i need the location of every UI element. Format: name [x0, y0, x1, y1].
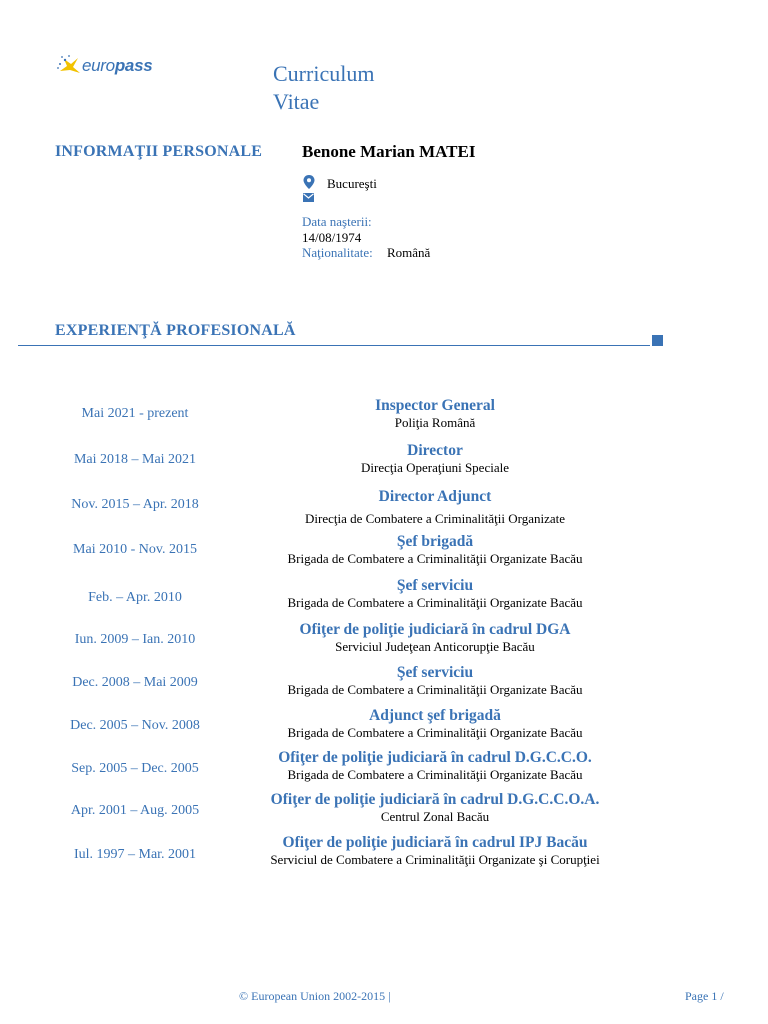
europass-wordmark: europass [82, 56, 153, 75]
job-title: Ofiţer de poliţie judiciară în cadrul D.G.C.C.O. [278, 749, 592, 766]
cv-title-line1: Curriculum [273, 61, 375, 86]
experience-date: Iun. 2009 – Ian. 2010 [74, 632, 196, 647]
job-title: Şef serviciu [396, 577, 474, 594]
experience-heading: EXPERIENŢĂ PROFESIONALĂ [55, 322, 296, 339]
experience-date: Dec. 2008 – Mai 2009 [72, 675, 198, 690]
experience-entry [230, 834, 640, 868]
experience-entry [230, 791, 640, 825]
job-title: Director [407, 442, 463, 459]
footer-copyright: © European Union 2002-2015 | [239, 989, 391, 1003]
job-title: Director Adjunct [378, 488, 492, 505]
experience-date: Mai 2010 - Nov. 2015 [73, 542, 197, 557]
job-organization: Serviciul de Combatere a Criminalităţii Organizate şi Corupţiei [270, 852, 600, 867]
job-organization: Brigada de Combatere a Criminalităţii Organizate Bacău [287, 551, 583, 566]
experience-entry [230, 621, 640, 655]
experience-entry [230, 749, 640, 783]
job-organization: Brigada de Combatere a Criminalităţii Organizate Bacău [287, 595, 583, 610]
divider-square-marker [652, 335, 663, 346]
experience-date: Mai 2021 - prezent [81, 406, 189, 421]
experience-entry [230, 533, 640, 567]
europass-logo [54, 52, 164, 82]
birth-date-value: 14/08/1974 [302, 230, 362, 245]
job-organization: Brigada de Combatere a Criminalităţii Organizate Bacău [287, 682, 583, 697]
cv-title [273, 60, 374, 116]
job-organization: Poliţia Română [394, 415, 476, 430]
personal-info-heading: INFORMAŢII PERSONALE [55, 143, 263, 160]
europass-star-figure-icon [54, 52, 84, 82]
experience-entry [230, 488, 640, 527]
job-organization: Centrul Zonal Bacău [380, 809, 490, 824]
job-title: Şef brigadă [396, 533, 474, 550]
experience-date: Nov. 2015 – Apr. 2018 [71, 497, 199, 512]
job-organization: Brigada de Combatere a Criminalităţii Organizate Bacău [287, 725, 583, 740]
experience-date: Feb. – Apr. 2010 [88, 590, 182, 605]
location-pin-icon [303, 175, 315, 189]
job-organization: Brigada de Combatere a Criminalităţii Organizate Bacău [287, 767, 583, 782]
job-organization: Serviciul Judeţean Anticorupţie Bacău [335, 639, 535, 654]
job-title: Ofiţer de poliţie judiciară în cadrul D.G.C.C.O.A. [270, 791, 600, 808]
cv-title-line2: Vitae [273, 89, 320, 114]
footer-page-number: Page 1 / [685, 989, 724, 1003]
experience-date: Apr. 2001 – Aug. 2005 [70, 803, 200, 818]
job-organization: Direcţia Operaţiuni Speciale [361, 460, 509, 475]
experience-entry [230, 664, 640, 698]
job-title: Ofiţer de poliţie judiciară în cadrul DGA [299, 621, 571, 638]
experience-entry [230, 397, 640, 431]
experience-date: Dec. 2005 – Nov. 2008 [70, 718, 200, 733]
experience-entry [230, 707, 640, 741]
nationality-label: Naţionalitate: [302, 245, 373, 260]
experience-date: Iul. 1997 – Mar. 2001 [73, 847, 197, 862]
section-divider [18, 345, 650, 346]
city-text: Bucureşti [327, 176, 377, 191]
experience-date: Mai 2018 – Mai 2021 [73, 452, 197, 467]
email-icon [303, 193, 314, 202]
job-title: Ofiţer de poliţie judiciară în cadrul IPJ Bacău [282, 834, 588, 851]
nationality-value: Română [387, 245, 431, 260]
experience-entry [230, 577, 640, 611]
experience-date: Sep. 2005 – Dec. 2005 [71, 761, 199, 776]
job-organization: Direcţia de Combatere a Criminalităţii Organizate [304, 511, 566, 526]
job-title: Şef serviciu [396, 664, 474, 681]
job-title: Inspector General [375, 397, 495, 414]
job-title: Adjunct şef brigadă [369, 707, 501, 724]
birth-date-label: Data naşterii: [302, 214, 372, 229]
person-name: Benone Marian MATEI [302, 142, 476, 161]
experience-entry [230, 442, 640, 476]
